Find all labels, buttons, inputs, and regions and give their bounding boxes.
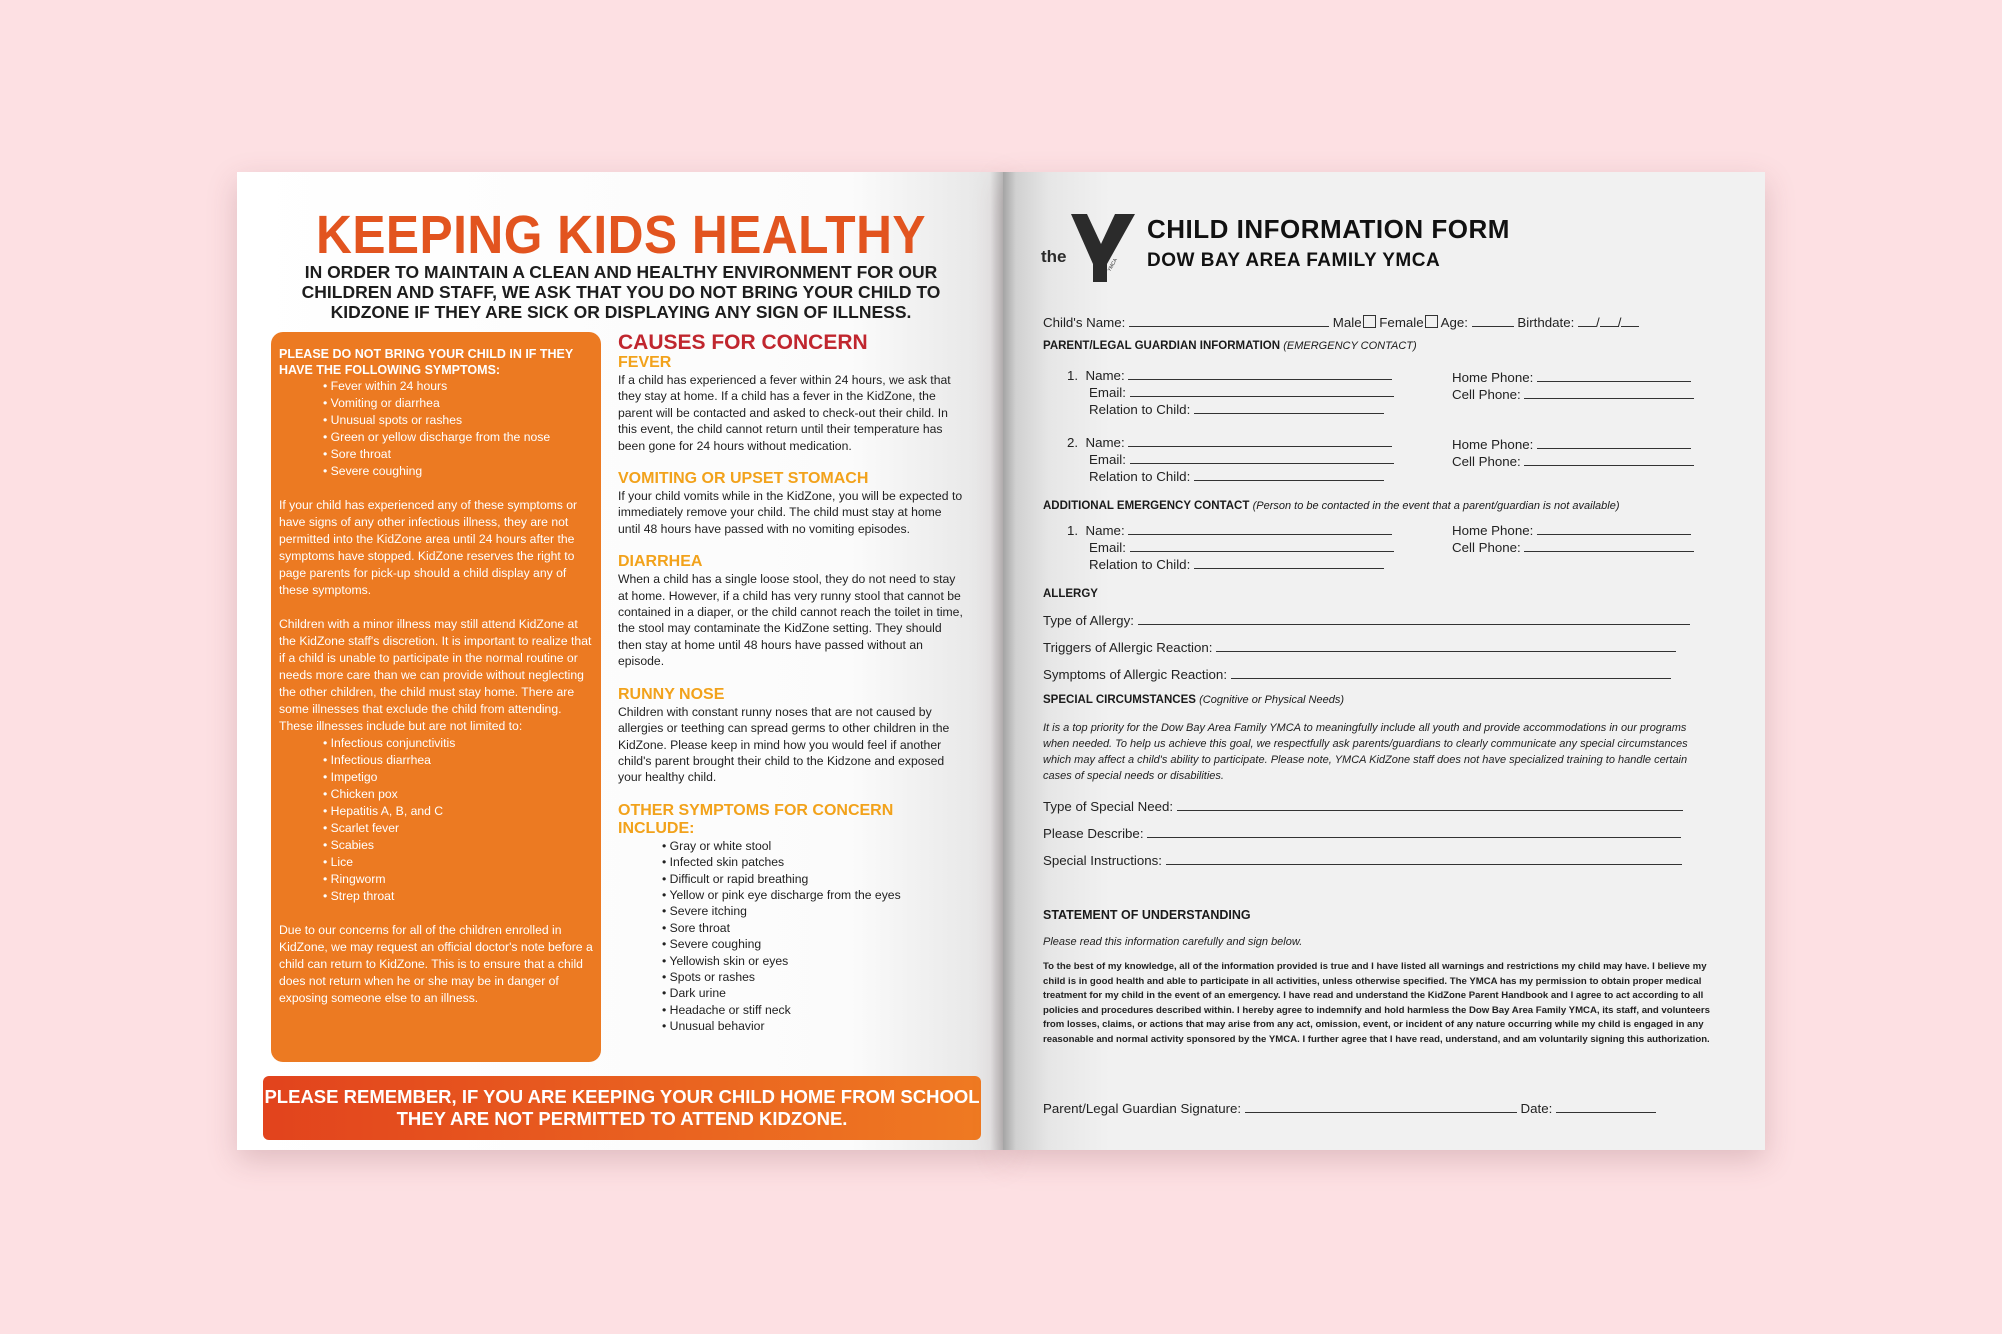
additional-heading-note: (Person to be contacted in the event that a parent/guardian is not available)	[1252, 500, 1620, 512]
list-item: • Infectious conjunctivitis	[323, 735, 593, 752]
other-symptoms-heading: OTHER SYMPTOMS FOR CONCERN INCLUDE:	[618, 801, 894, 837]
allergy-type-label: Type of Allergy:	[1043, 613, 1134, 628]
special-describe-field[interactable]	[1147, 825, 1681, 838]
contact-number: 1.	[1067, 368, 1079, 383]
name-label: Name:	[1085, 435, 1125, 450]
relation-label: Relation to Child:	[1089, 469, 1191, 484]
list-item: • Headache or stiff neck	[662, 1002, 963, 1018]
contact-2-home-row	[1452, 436, 1691, 452]
contact-2-cell-field[interactable]	[1524, 453, 1694, 466]
birthdate-year-field[interactable]	[1621, 314, 1639, 327]
contact-2-email-field[interactable]	[1130, 451, 1394, 464]
box-paragraph: Children with a minor illness may still attend KidZone at the KidZone staff's discretion. It is important to realize that if a child is unable to participate in the normal routine or needs more care than we can provide without neglecting the other children, the child must stay home. There are some illnesses that exclude the child from attending. These illnesses include but are not limited to:	[279, 617, 592, 733]
list-item: • Hepatitis A, B, and C	[323, 803, 593, 820]
email-label: Email:	[1089, 452, 1126, 467]
contact-1-name-row	[1067, 367, 1392, 383]
list-item: • Severe coughing	[662, 936, 963, 952]
form-title: CHILD INFORMATION FORM	[1147, 214, 1510, 244]
contact-1-email-field[interactable]	[1130, 384, 1394, 397]
special-type-label: Type of Special Need:	[1043, 799, 1174, 814]
list-item: • Strep throat	[323, 888, 593, 905]
ymca-logo-icon	[1039, 208, 1139, 284]
female-checkbox[interactable]	[1425, 315, 1438, 328]
list-item: • Unusual spots or rashes	[323, 412, 593, 429]
cell-phone-label: Cell Phone:	[1452, 454, 1521, 469]
special-describe-row	[1043, 825, 1681, 841]
home-phone-label: Home Phone:	[1452, 437, 1534, 452]
relation-label: Relation to Child:	[1089, 402, 1191, 417]
relation-label: Relation to Child:	[1089, 557, 1191, 572]
runny-nose-text: Children with constant runny noses that are not caused by allergies or teething can spread germs to other children in the KidZone. Please keep in mind how you would feel if another child's parent brought their child to the Kidzone and exposed your healthy child.	[618, 704, 950, 785]
contact-2-name-field[interactable]	[1128, 434, 1392, 447]
birthdate-label: Birthdate:	[1517, 315, 1575, 330]
box-paragraph: If your child has experienced any of these symptoms or have signs of any other infectious illness, they are not permitted into the KidZone area until 24 hours after the symptoms have stopped. KidZone reserves the right to page parents for pick-up should a child display any of these symptoms.	[279, 498, 578, 597]
additional-email-field[interactable]	[1130, 539, 1394, 552]
list-item: • Yellowish skin or eyes	[662, 953, 963, 969]
additional-email-row	[1089, 539, 1394, 555]
additional-home-field[interactable]	[1537, 522, 1691, 535]
banner-line: THEY ARE NOT PERMITTED TO ATTEND KIDZONE.	[396, 1108, 848, 1129]
additional-section-heading	[1043, 500, 1619, 512]
form-subtitle: DOW BAY AREA FAMILY YMCA	[1147, 250, 1441, 271]
statement-intro: Please read this information carefully and sign below.	[1043, 936, 1303, 948]
guardian-heading-text: PARENT/LEGAL GUARDIAN INFORMATION	[1043, 340, 1281, 352]
vomiting-heading: VOMITING OR UPSET STOMACH	[618, 470, 869, 488]
fever-text: If a child has experienced a fever within 24 hours, we ask that they stay at home. If a child has a fever in the KidZone, the parent will be contacted and asked to check-out their child. In this event, the child cannot return until their temperature has been gone for 24 hours without medication.	[618, 373, 951, 453]
left-page	[237, 172, 1005, 1150]
special-type-field[interactable]	[1177, 798, 1683, 811]
special-paragraph: It is a top priority for the Dow Bay Area Family YMCA to meaningfully include all youth and provide accommodations in our programs when needed. To help us achieve this goal, we respectfully ask parents/guardians to clearly communicate any special circumstances which may affect a child's ability to participate. Please note, YMCA KidZone staff does not have specialized training to handle certain cases of special needs or disabilities.	[1043, 722, 1688, 782]
contact-1-cell-row	[1452, 386, 1694, 402]
symptoms-list	[279, 378, 593, 480]
statement-text: To the best of my knowledge, all of the information provided is true and I have listed all warnings and restrictions my child may have. I believe my child is in good health and able to participate in all activities, unless otherwise specified. The YMCA has my permission to obtain proper medical treatment for my child in the event of an emergency. I have read and understand the KidZone Parent Handbook and I agree to act according to all policies and procedures described within. I hereby agree to indemnify and hold harmless the Dow Bay Area Family YMCA, its staff, and volunteers from losses, claims, or actions that may arise from any act, omission, event, or incident of any nature occurring while my child is engaged in any reasonable and normal activity sponsored by the YMCA. I further agree that I have read, understand, and am voluntarily signing this authorization.	[1043, 961, 1710, 1045]
list-item: • Sore throat	[323, 446, 593, 463]
additional-name-field[interactable]	[1128, 522, 1392, 535]
contact-1-home-field[interactable]	[1537, 369, 1691, 382]
allergy-type-field[interactable]	[1138, 612, 1690, 625]
intro-text: IN ORDER TO MAINTAIN A CLEAN AND HEALTHY ENVIRONMENT FOR OUR CHILDREN AND STAFF, WE ASK THAT YOU DO NOT BRING YOUR CHILD TO KIDZONE IF THEY ARE SICK OR DISPLAYING ANY SIGN OF ILLNESS.	[301, 262, 941, 322]
contact-2-relation-row	[1089, 468, 1384, 484]
contact-2-email-row	[1089, 451, 1394, 467]
age-field[interactable]	[1472, 314, 1514, 327]
list-item: • Dark urine	[662, 985, 963, 1001]
banner-line: PLEASE REMEMBER, IF YOU ARE KEEPING YOUR CHILD HOME FROM SCHOOL	[264, 1086, 980, 1107]
contact-1-home-row	[1452, 369, 1691, 385]
list-item: • Spots or rashes	[662, 969, 963, 985]
list-item: • Lice	[323, 854, 593, 871]
additional-cell-field[interactable]	[1524, 539, 1694, 552]
additional-name-row	[1067, 522, 1392, 538]
allergy-triggers-label: Triggers of Allergic Reaction:	[1043, 640, 1213, 655]
contact-1-cell-field[interactable]	[1524, 386, 1694, 399]
signature-field[interactable]	[1245, 1100, 1517, 1113]
additional-home-row	[1452, 522, 1691, 538]
list-item: • Unusual behavior	[662, 1018, 963, 1034]
contact-1-relation-row	[1089, 401, 1384, 417]
list-item: • Impetigo	[323, 769, 593, 786]
reminder-banner	[263, 1076, 981, 1140]
logo-the-text: the	[1041, 247, 1067, 266]
allergy-symptoms-row	[1043, 666, 1671, 682]
additional-heading-text: ADDITIONAL EMERGENCY CONTACT	[1043, 500, 1250, 512]
male-label: Male	[1332, 315, 1362, 330]
cell-phone-label: Cell Phone:	[1452, 387, 1521, 402]
list-item: • Gray or white stool	[662, 838, 963, 854]
additional-cell-row	[1452, 539, 1694, 555]
additional-relation-row	[1089, 556, 1384, 572]
box-paragraph: Due to our concerns for all of the children enrolled in KidZone, we may request an official doctor's note before a child can return to KidZone. This is to ensure that a child does not return when he or she may be in danger of exposing someone else to an illness.	[279, 923, 593, 1005]
illness-list	[279, 735, 593, 905]
allergy-triggers-row	[1043, 639, 1676, 655]
contact-number: 1.	[1067, 523, 1079, 538]
list-item: • Vomiting or diarrhea	[323, 395, 593, 412]
fever-heading: FEVER	[618, 354, 672, 371]
allergy-symptoms-label: Symptoms of Allergic Reaction:	[1043, 667, 1228, 682]
contact-2-relation-field[interactable]	[1194, 468, 1384, 481]
diarrhea-heading: DIARRHEA	[618, 553, 703, 571]
causes-heading: CAUSES FOR CONCERN	[618, 331, 868, 354]
list-item: • Yellow or pink eye discharge from the eyes	[662, 887, 963, 903]
list-item: • Ringworm	[323, 871, 593, 888]
vomiting-text: If your child vomits while in the KidZone, you will be expected to immediately remove your child. The child must stay at home until 48 hours have passed with no vomiting episodes.	[618, 489, 963, 536]
home-phone-label: Home Phone:	[1452, 523, 1534, 538]
special-describe-label: Please Describe:	[1043, 826, 1144, 841]
allergy-heading: ALLERGY	[1043, 588, 1098, 600]
list-item: • Sore throat	[662, 920, 963, 936]
symptoms-heading: PLEASE DO NOT BRING YOUR CHILD IN IF THEY HAVE THE FOLLOWING SYMPTOMS:	[279, 347, 574, 377]
date-label: Date:	[1520, 1101, 1553, 1116]
signature-label: Parent/Legal Guardian Signature:	[1043, 1101, 1242, 1116]
special-heading-note: (Cognitive or Physical Needs)	[1199, 694, 1345, 706]
age-label: Age:	[1440, 315, 1468, 330]
email-label: Email:	[1089, 385, 1126, 400]
additional-relation-field[interactable]	[1194, 556, 1384, 569]
list-item: • Green or yellow discharge from the nose	[323, 429, 593, 446]
contact-1-name-field[interactable]	[1128, 367, 1392, 380]
signature-row	[1043, 1100, 1656, 1116]
female-label: Female	[1379, 315, 1424, 330]
name-label: Name:	[1085, 368, 1125, 383]
email-label: Email:	[1089, 540, 1126, 555]
special-section-heading	[1043, 694, 1344, 706]
male-checkbox[interactable]	[1363, 315, 1376, 328]
guardian-heading-note: (EMERGENCY CONTACT)	[1283, 340, 1417, 352]
birthdate-day-field[interactable]	[1600, 314, 1618, 327]
guardian-section-heading	[1043, 340, 1417, 352]
contact-1-relation-field[interactable]	[1194, 401, 1384, 414]
list-item: • Severe coughing	[323, 463, 593, 480]
birthdate-month-field[interactable]	[1578, 314, 1596, 327]
special-type-row	[1043, 798, 1683, 814]
right-page	[1003, 172, 1765, 1150]
home-phone-label: Home Phone:	[1452, 370, 1534, 385]
list-item: • Chicken pox	[323, 786, 593, 803]
special-heading-text: SPECIAL CIRCUMSTANCES	[1043, 694, 1196, 706]
statement-heading: STATEMENT OF UNDERSTANDING	[1043, 908, 1251, 922]
list-item: • Difficult or rapid breathing	[662, 871, 963, 887]
contact-number: 2.	[1067, 435, 1079, 450]
special-instructions-row	[1043, 852, 1682, 868]
runny-nose-heading: RUNNY NOSE	[618, 685, 725, 703]
list-item: • Fever within 24 hours	[323, 378, 593, 395]
list-item: • Scabies	[323, 837, 593, 854]
causes-column	[618, 332, 963, 1035]
contact-2-cell-row	[1452, 453, 1694, 469]
contact-1-email-row	[1089, 384, 1394, 400]
contact-2-name-row	[1067, 434, 1392, 450]
allergy-symptoms-field[interactable]	[1231, 666, 1671, 679]
date-field[interactable]	[1556, 1100, 1656, 1113]
special-instructions-label: Special Instructions:	[1043, 853, 1162, 868]
list-item: • Infectious diarrhea	[323, 752, 593, 769]
child-name-field[interactable]	[1129, 314, 1329, 327]
logo-ymca-text: YMCA	[1106, 257, 1119, 273]
cell-phone-label: Cell Phone:	[1452, 540, 1521, 555]
allergy-type-row	[1043, 612, 1690, 628]
name-label: Name:	[1085, 523, 1125, 538]
symptoms-box	[271, 332, 601, 1062]
child-row: Child's Name: Male Female Age: Birthdate: / /	[1043, 314, 1639, 330]
list-item: • Scarlet fever	[323, 820, 593, 837]
contact-2-home-field[interactable]	[1537, 436, 1691, 449]
child-name-label: Child's Name:	[1043, 315, 1126, 330]
page-title: KEEPING KIDS HEALTHY	[315, 205, 927, 265]
list-item: • Severe itching	[662, 903, 963, 919]
allergy-triggers-field[interactable]	[1216, 639, 1676, 652]
other-symptoms-list	[618, 838, 963, 1035]
list-item: • Infected skin patches	[662, 854, 963, 870]
diarrhea-text: When a child has a single loose stool, they do not need to stay at home. However, if a child has very runny stool that cannot be contained in a diaper, or the child cannot reach the toilet in time, the stool may contaminate the KidZone setting. They should then stay at home until 48 hours have passed without an episode.	[618, 572, 963, 669]
special-instructions-field[interactable]	[1166, 852, 1682, 865]
